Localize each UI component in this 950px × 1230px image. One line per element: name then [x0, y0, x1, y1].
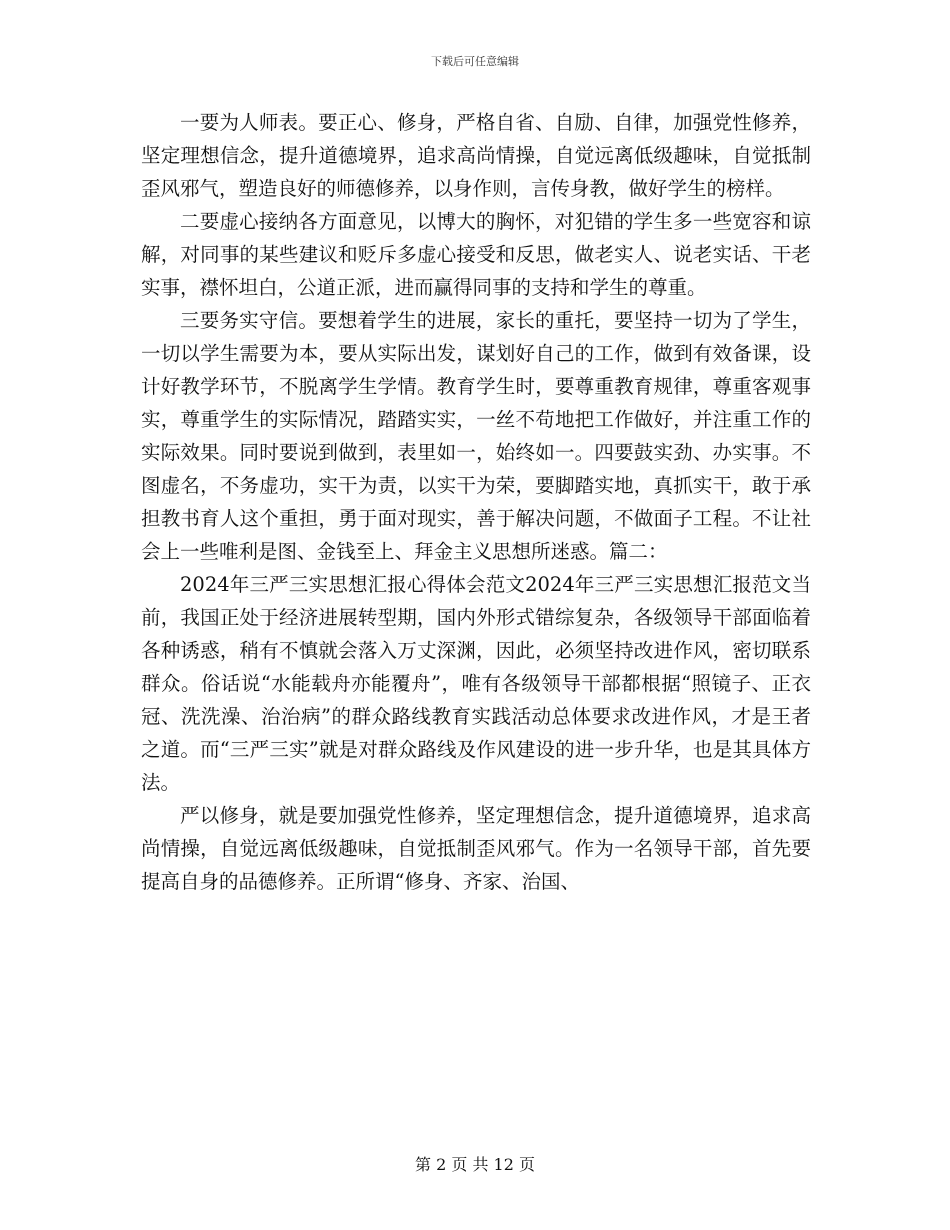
paragraph-4: 2024年三严三实思想汇报心得体会范文2024年三严三实思想汇报范文当前，我国正处于经济进展转型期，国内外形式错综复杂，各级领导干部面临着各种诱惑，稍有不慎就会落入万丈深渊，因此，必须坚持改进作风，密切联系群众。俗话说“水能载舟亦能覆舟”，唯有各级领导干部都根据“照镜子、正衣冠、洗洗澡、治治病”的群众路线教育实践活动总体要求改进作风，才是王者之道。而“三严三实”就是对群众路线及作风建设的进一步升华，也是其具体方法。 — [141, 573, 811, 794]
paragraph-3: 三要务实守信。要想着学生的进展，家长的重托，要坚持一切为了学生，一切以学生需要为本，要从实际出发，谋划好自己的工作，做到有效备课，设计好教学环节，不脱离学生学情。教育学生时，要尊重教育规律，尊重客观事实，尊重学生的实际情况，踏踏实实，一丝不苟地把工作做好，并注重工作的实际效果。同时要说到做到，表里如一，始终如一。四要鼓实劲、办实事。不图虚名，不务虚功，实干为责，以实干为荣，要脚踏实地，真抓实干，敢于承担教书育人这个重担，勇于面对现实，善于解决问题，不做面子工程。不让社会上一些唯利是图、金钱至上、拜金主义思想所迷惑。篇二： — [141, 309, 811, 563]
page-number-footer: 第 2 页 共 12 页 — [415, 1155, 535, 1174]
document-body — [141, 106, 811, 898]
paragraph-1: 一要为人师表。要正心、修身，严格自省、自励、自律，加强党性修养，坚定理想信念，提升道德境界，追求高尚情操，自觉远离低级趣味，自觉抵制歪风邪气，塑造良好的师德修养，以身作则，言传身教，做好学生的榜样。 — [141, 111, 811, 200]
paragraph-5: 严以修身，就是要加强党性修养，坚定理想信念，提升道德境界，追求高尚情操，自觉远离低级趣味，自觉抵制歪风邪气。作为一名领导干部，首先要提高自身的品德修养。正所谓“修身、齐家、治国、 — [141, 804, 811, 893]
paragraph-2: 二要虚心接纳各方面意见，以博大的胸怀，对犯错的学生多一些宽容和谅解，对同事的某些建议和贬斥多虚心接受和反思，做老实人、说老实话、干老实事，襟怀坦白，公道正派，进而赢得同事的支持和学生的尊重。 — [141, 210, 811, 299]
page-header-note: 下载后可任意编辑 — [431, 55, 519, 68]
